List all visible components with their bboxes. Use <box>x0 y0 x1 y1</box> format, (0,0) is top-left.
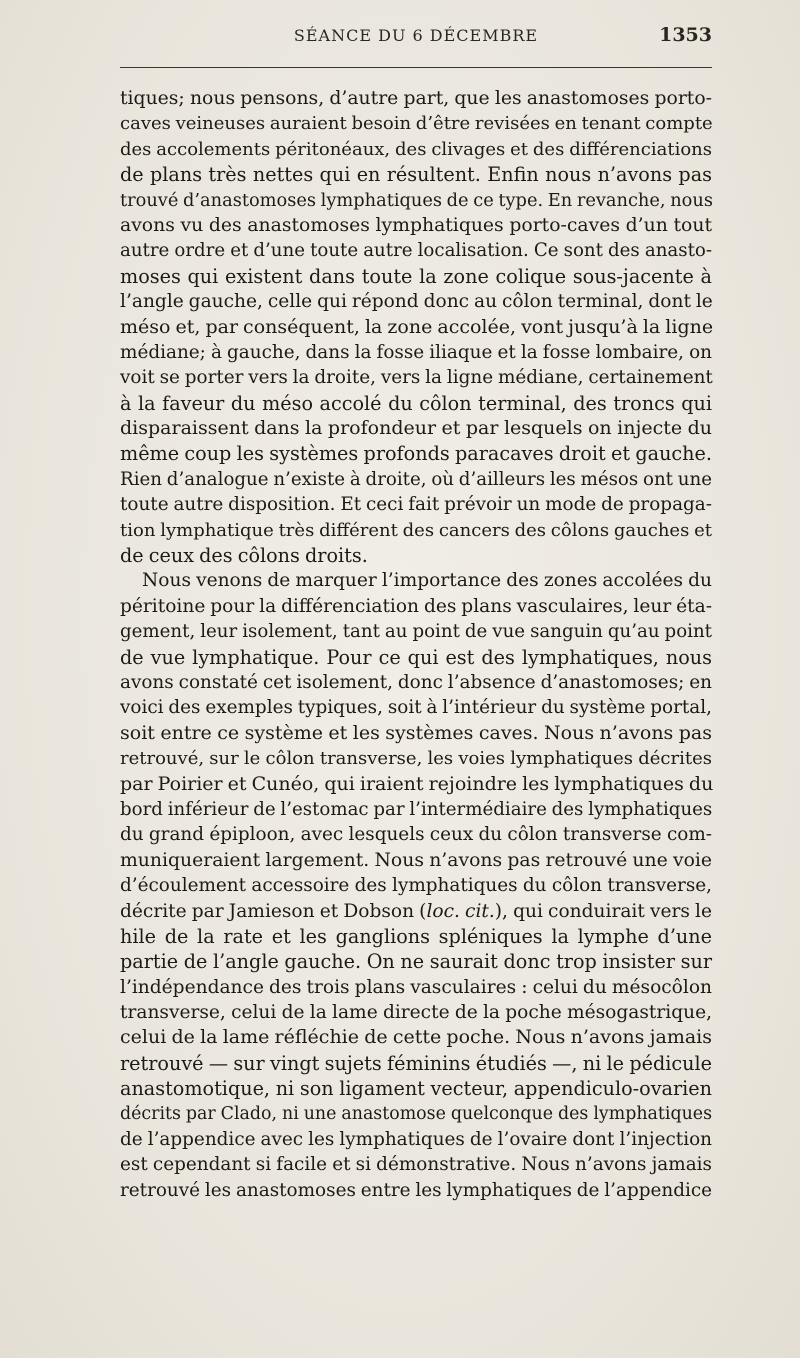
text-line: à la faveur du méso accolé du côlon terminal, des troncs qui <box>120 391 712 415</box>
text-line: soit entre ce système et les systèmes caves. Nous n’avons pas <box>120 721 712 744</box>
header-rule <box>120 67 712 68</box>
running-title: SÉANCE DU 6 DÉCEMBRE <box>293 26 539 45</box>
text-line: retrouvé — sur vingt sujets féminins étudiés —, ni le pédicule <box>120 1051 712 1075</box>
page-header <box>120 22 712 52</box>
text-line: méso et, par conséquent, la zone accolée, vont jusqu’à la ligne <box>120 315 714 338</box>
text-line: avons constaté cet isolement, donc l’absence d’anastomoses; en <box>120 671 712 693</box>
text-line: avons vu des anastomoses lymphatiques porto-caves d’un tout <box>120 214 712 236</box>
text-line: voit se porter vers la droite, vers la ligne médiane, certainement <box>120 367 713 389</box>
text-line: retrouvé les anastomoses entre les lymphatiques de l’appendice <box>120 1179 713 1201</box>
text-line: l’indépendance des trois plans vasculaires : celui du mésocôlon <box>120 976 712 998</box>
text-line: décrits par Clado, ni une anastomose quelconque des lymphatiques <box>120 1103 712 1124</box>
text-line: celui de la lame réfléchie de cette poche. Nous n’avons jamais <box>120 1026 712 1049</box>
text-line: trouvé d’anastomoses lymphatiques de ce type. En revanche, nous <box>120 189 713 211</box>
text-line: autre ordre et d’une toute autre localisation. Ce sont des anasto- <box>120 240 712 262</box>
text-line: moses qui existent dans toute la zone colique sous-jacente à <box>120 264 712 288</box>
text-line: de l’appendice avec les lymphatiques de l’ovaire dont l’injection <box>120 1129 712 1151</box>
text-line: l’angle gauche, celle qui répond donc au côlon terminal, dont le <box>120 291 713 313</box>
paragraph-last-line: de ceux des côlons droits. <box>120 544 368 568</box>
text-line: muniqueraient largement. Nous n’avons pas retrouvé une voie <box>120 849 712 871</box>
text-line: médiane; à gauche, dans la fosse iliaque et la fosse lombaire, on <box>120 341 712 363</box>
text-line: disparaissent dans la profondeur et par lesquels on injecte du <box>120 417 712 440</box>
text-line: retrouvé, sur le côlon transverse, les voies lymphatiques décrites <box>120 748 712 770</box>
text-line: péritoine pour la différenciation des plans vasculaires, leur éta- <box>120 595 712 617</box>
text-line: gement, leur isolement, tant au point de vue sanguin qu’au point <box>120 621 712 643</box>
text-line: même coup les systèmes profonds paracaves droit et gauche. <box>120 442 712 466</box>
text-line: de vue lymphatique. Pour ce qui est des lymphatiques, nous <box>120 645 712 669</box>
text-line: toute autre disposition. Et ceci fait prévoir un mode de propaga- <box>120 494 712 516</box>
text-line: voici des exemples typiques, soit à l’intérieur du système portal, <box>120 697 712 719</box>
citation-italic: loc. cit. <box>426 900 495 922</box>
text-line: Rien d’analogue n’existe à droite, où d’ailleurs les mésos ont une <box>120 468 712 490</box>
text-line: est cependant si facile et si démonstrative. Nous n’avons jamais <box>120 1154 712 1176</box>
text-line: partie de l’angle gauche. On ne saurait donc trop insister sur <box>120 950 712 974</box>
text-line: tiques; nous pensons, d’autre part, que les anastomoses porto- <box>120 88 712 109</box>
text-line: du grand épiploon, avec lesquels ceux du côlon transverse com- <box>120 824 712 846</box>
text-line: caves veineuses auraient besoin d’être revisées en tenant compte <box>120 113 713 135</box>
text-line: hile de la rate et les ganglions spléniques la lymphe d’une <box>120 924 712 948</box>
text-line: tion lymphatique très différent des cancers des côlons gauches et <box>120 519 712 541</box>
paragraph-first-line: Nous venons de marquer l’importance des zones accolées du <box>142 570 712 592</box>
text-line: des accolements péritonéaux, des clivages et des différenciations <box>120 138 712 160</box>
text-line: par Poirier et Cunéo, qui iraient rejoindre les lymphatiques du <box>120 772 714 795</box>
page-number: 1353 <box>659 24 712 46</box>
text-line: bord inférieur de l’estomac par l’intermédiaire des lymphatiques <box>120 798 713 820</box>
text-line: transverse, celui de la lame directe de la poche mésogastrique, <box>120 1002 712 1024</box>
text-line: de plans très nettes qui en résultent. Enfin nous n’avons pas <box>120 163 712 187</box>
text-line: décrite par Jamieson et Dobson (loc. cit.), qui conduirait vers le <box>120 900 712 922</box>
body-text <box>120 86 712 1203</box>
text-line: d’écoulement accessoire des lymphatiques du côlon transverse, <box>120 875 712 897</box>
text-line: anastomotique, ni son ligament vecteur, appendiculo-ovarien <box>120 1077 712 1101</box>
